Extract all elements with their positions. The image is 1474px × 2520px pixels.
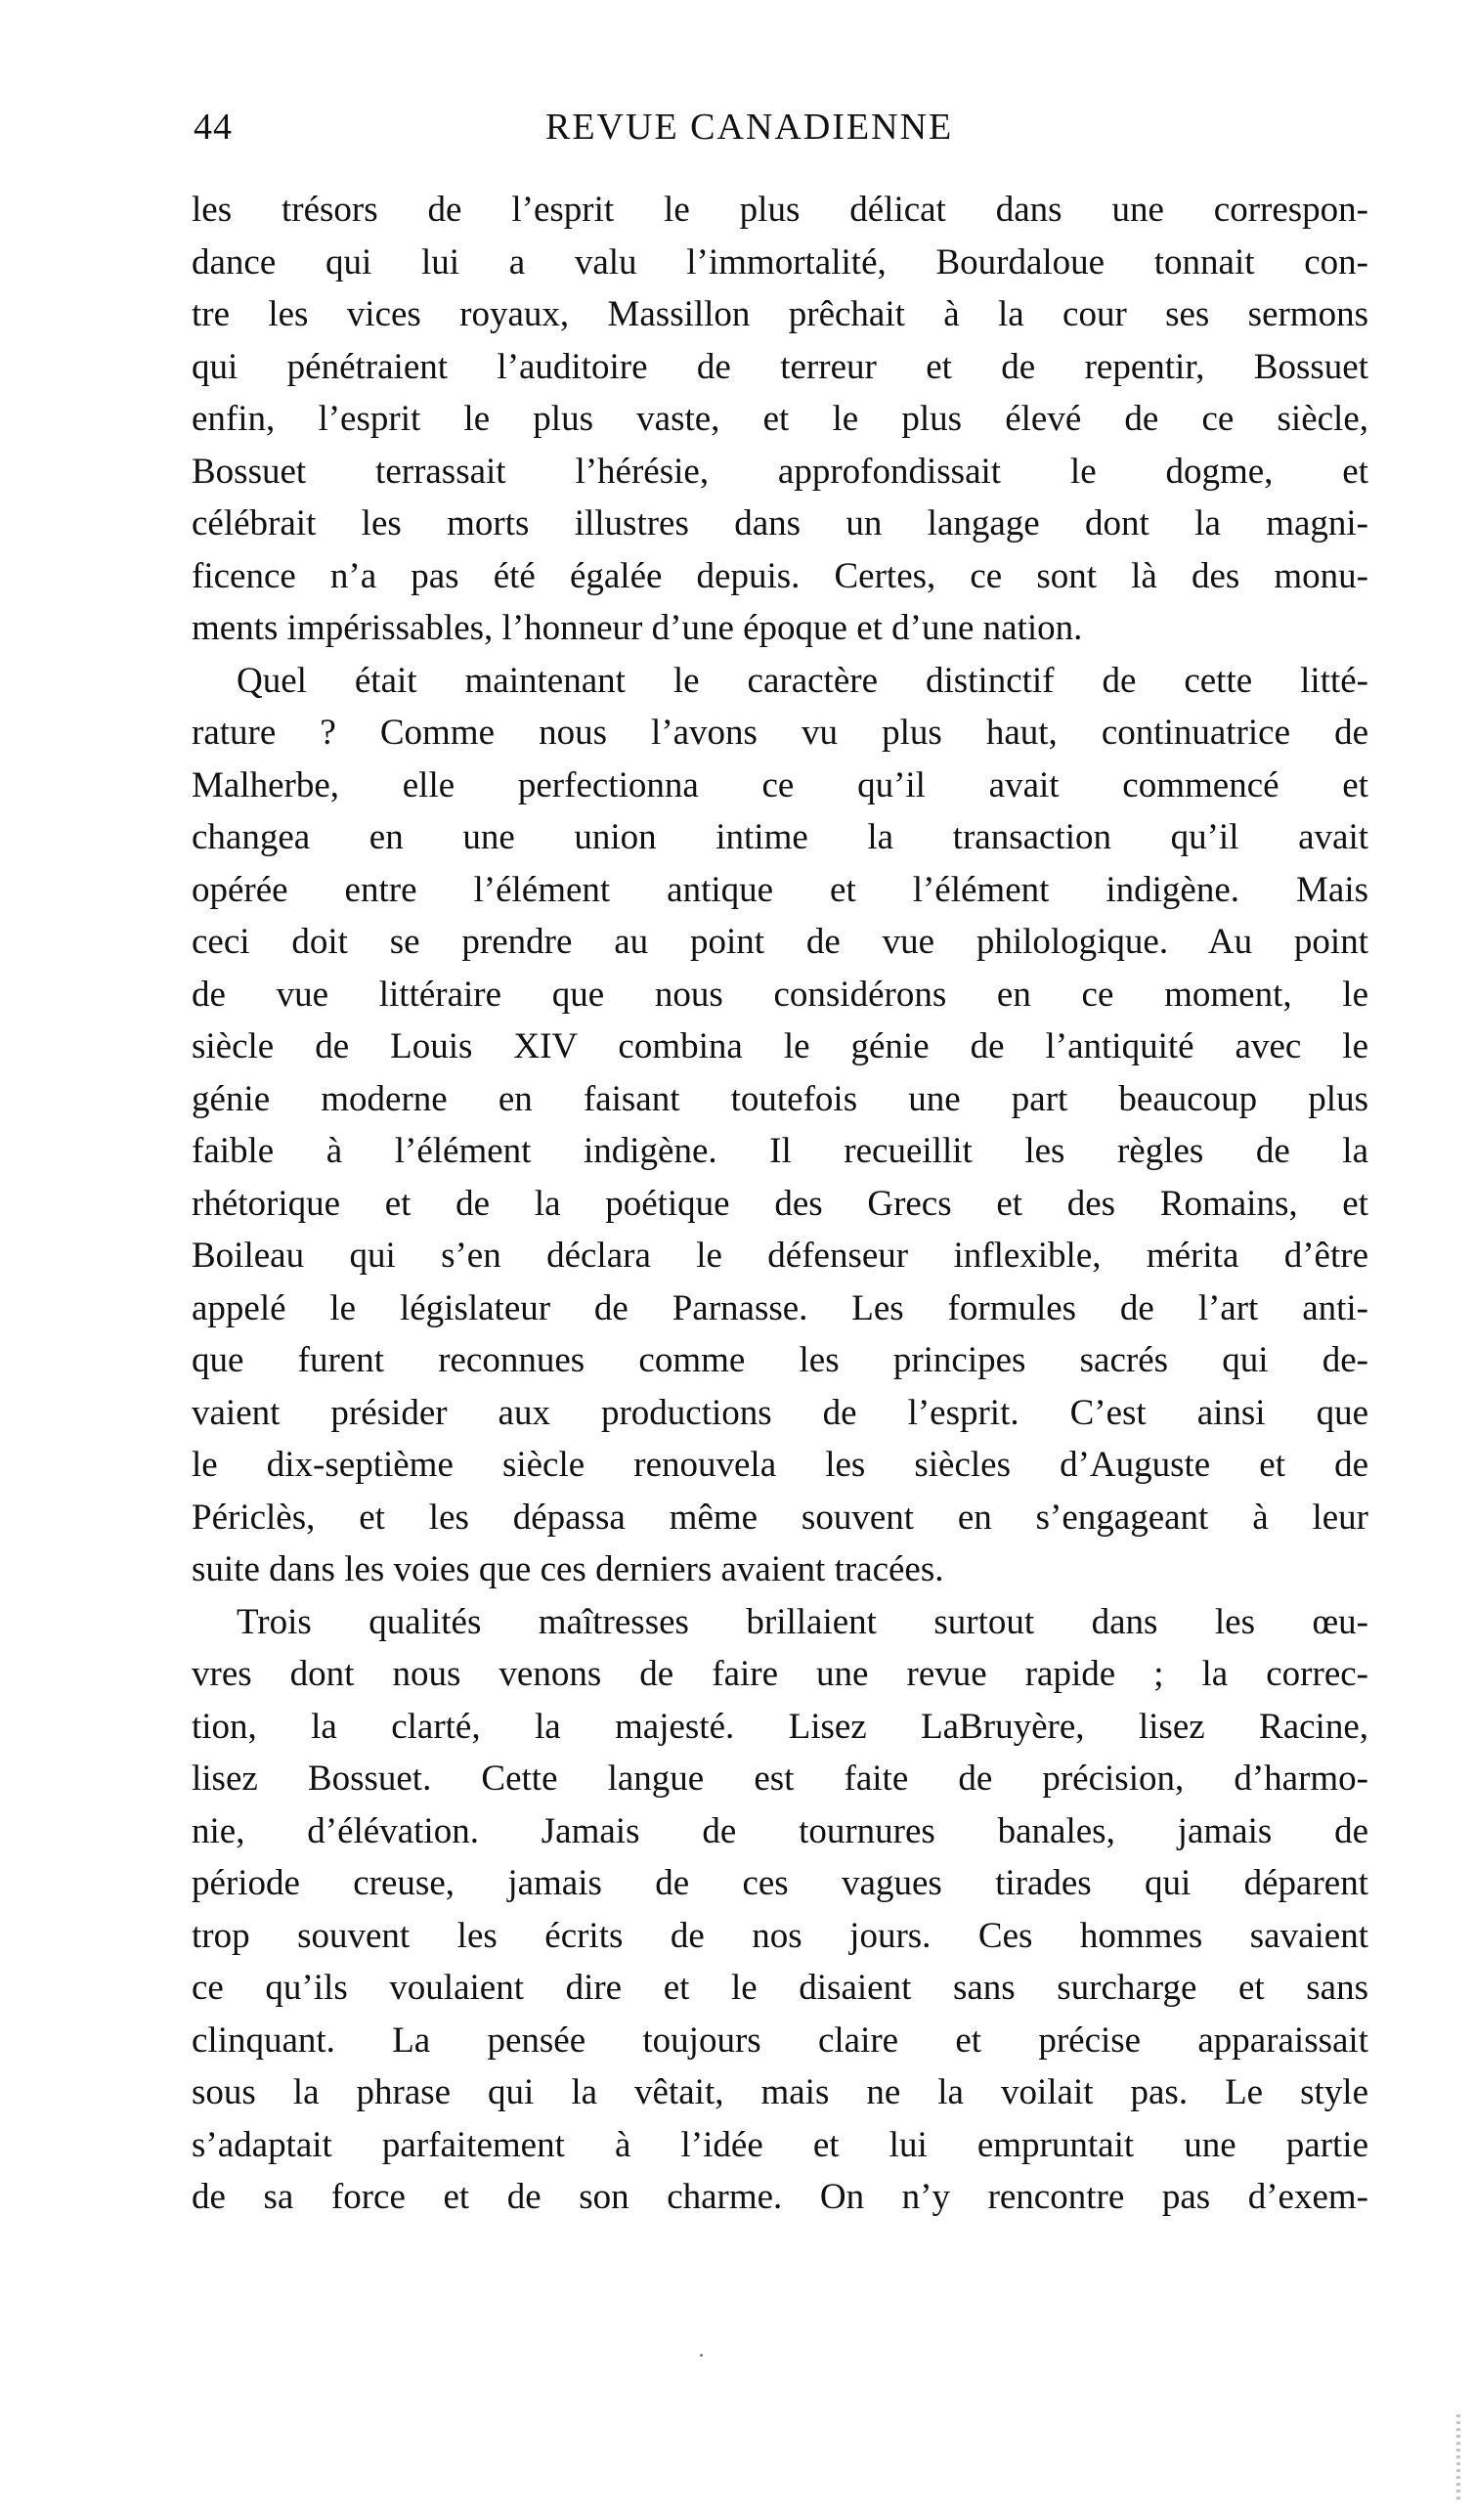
print-speck bbox=[700, 2354, 703, 2357]
text-line: dance qui lui a valu l’immortalité, Bourdaloue tonnait con- bbox=[192, 241, 1368, 282]
text-line: enfin, l’esprit le plus vaste, et le plus élevé de ce siècle, bbox=[192, 399, 1368, 439]
text-line: célébrait les morts illustres dans un langage dont la magni- bbox=[192, 503, 1368, 543]
text-line: vaient présider aux productions de l’esprit. C’est ainsi que bbox=[192, 1392, 1368, 1433]
text-line: suite dans les voies que ces derniers avaient tracées. bbox=[192, 1549, 944, 1589]
scan-edge-mark bbox=[1456, 2414, 1460, 2502]
text-line: clinquant. La pensée toujours claire et précise apparaissait bbox=[192, 2020, 1368, 2061]
text-line: Trois qualités maîtresses brillaient surtout dans les œu- bbox=[237, 1601, 1368, 1642]
text-line: génie moderne en faisant toutefois une part beaucoup plus bbox=[192, 1078, 1368, 1119]
paragraph-1 bbox=[192, 184, 1368, 655]
paragraph-2 bbox=[192, 655, 1368, 1596]
text-line: nie, d’élévation. Jamais de tournures banales, jamais de bbox=[192, 1810, 1368, 1851]
text-line: les trésors de l’esprit le plus délicat dans une correspon- bbox=[192, 190, 1368, 230]
text-line: ceci doit se prendre au point de vue philologique. Au point bbox=[192, 922, 1368, 962]
text-line: changea en une union intime la transaction qu’il avait bbox=[192, 817, 1368, 857]
text-line: faible à l’élément indigène. Il recueillit les règles de la bbox=[192, 1131, 1368, 1171]
text-line: qui pénétraient l’auditoire de terreur et de repentir, Bossuet bbox=[192, 346, 1368, 387]
text-line: Bossuet terrassait l’hérésie, approfondissait le dogme, et bbox=[192, 451, 1368, 492]
text-line: lisez Bossuet. Cette langue est faite de précision, d’harmo- bbox=[192, 1759, 1368, 1799]
text-line: de vue littéraire que nous considérons en ce moment, le bbox=[192, 974, 1368, 1015]
text-line: de sa force et de son charme. On n’y rencontre pas d’exem- bbox=[192, 2177, 1368, 2217]
text-line: que furent reconnues comme les principes sacrés qui de- bbox=[192, 1340, 1368, 1380]
text-line: sous la phrase qui la vêtait, mais ne la voilait pas. Le style bbox=[192, 2072, 1368, 2112]
text-line: opérée entre l’élément antique et l’élément indigène. Mais bbox=[192, 869, 1368, 910]
page-header bbox=[194, 106, 1366, 164]
text-line: rature ? Comme nous l’avons vu plus haut, continuatrice de bbox=[192, 713, 1368, 753]
paragraph-3 bbox=[192, 1596, 1368, 2224]
text-line: tre les vices royaux, Massillon prêchait à la cour ses sermons bbox=[192, 294, 1368, 334]
text-line: Malherbe, elle perfectionna ce qu’il avait commencé et bbox=[192, 764, 1368, 805]
text-line: siècle de Louis XIV combina le génie de l’antiquité avec le bbox=[192, 1026, 1368, 1066]
text-line: période creuse, jamais de ces vagues tirades qui déparent bbox=[192, 1863, 1368, 1903]
text-line: Boileau qui s’en déclara le défenseur inflexible, mérita d’être bbox=[192, 1236, 1368, 1276]
text-line: ments impérissables, l’honneur d’une époque et d’une nation. bbox=[192, 608, 1083, 648]
text-line: rhétorique et de la poétique des Grecs et des Romains, et bbox=[192, 1183, 1368, 1224]
running-title: REVUE CANADIENNE bbox=[545, 107, 954, 148]
text-line: ce qu’ils voulaient dire et le disaient sans surcharge et sans bbox=[192, 1968, 1368, 2008]
text-line: vres dont nous venons de faire une revue rapide ; la correc- bbox=[192, 1654, 1368, 1694]
text-line: Quel était maintenant le caractère distinctif de cette litté- bbox=[237, 660, 1368, 701]
text-line: le dix-septième siècle renouvela les siècles d’Auguste et de bbox=[192, 1445, 1368, 1485]
text-line: trop souvent les écrits de nos jours. Ces hommes savaient bbox=[192, 1915, 1368, 1956]
text-line: tion, la clarté, la majesté. Lisez LaBruyère, lisez Racine, bbox=[192, 1706, 1368, 1747]
text-line: appelé le législateur de Parnasse. Les formules de l’art anti- bbox=[192, 1287, 1368, 1328]
text-line: s’adaptait parfaitement à l’idée et lui empruntait une partie bbox=[192, 2124, 1368, 2165]
text-line: ficence n’a pas été égalée depuis. Certes, ce sont là des monu- bbox=[192, 555, 1368, 596]
body-text bbox=[192, 184, 1368, 2224]
page-number: 44 bbox=[194, 107, 233, 148]
text-line: Périclès, et les dépassa même souvent en s’engageant à leur bbox=[192, 1497, 1368, 1538]
